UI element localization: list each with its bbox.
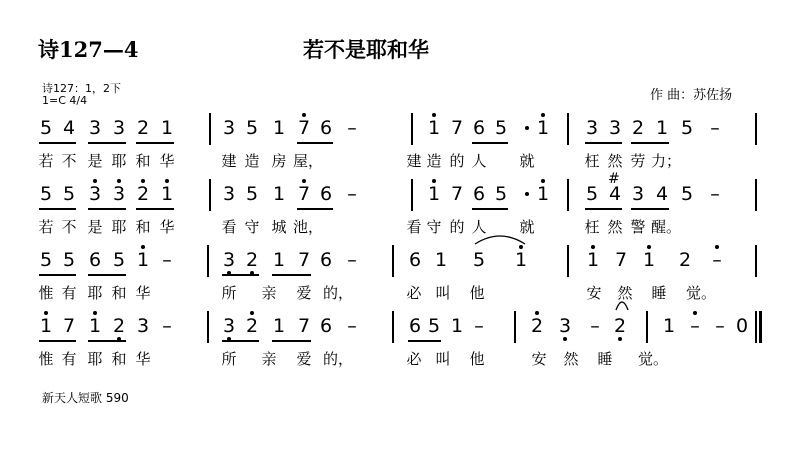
barline xyxy=(207,245,209,277)
barline xyxy=(411,179,413,211)
jianpu-note: 5 xyxy=(494,117,508,139)
lyric-syllable: 枉 xyxy=(584,218,600,236)
beam-underline xyxy=(88,208,126,210)
lyric-syllable: 所 xyxy=(221,284,237,302)
lyric-syllable: 耶 xyxy=(111,152,127,170)
jianpu-note: 1 xyxy=(640,249,658,271)
jianpu-note: 1 xyxy=(160,117,174,139)
jianpu-note: 0 xyxy=(735,315,749,337)
jianpu-note: 1 xyxy=(655,117,669,139)
sustain-dash: – xyxy=(474,315,484,337)
jianpu-note: 7 xyxy=(297,315,311,337)
lyric-syllable: 有 xyxy=(61,350,77,368)
beam-underline xyxy=(39,274,76,276)
lyric-syllable: 惟 xyxy=(38,350,54,368)
slur-arc xyxy=(474,231,526,245)
lyric-syllable: 警 xyxy=(630,218,646,236)
lyric-syllable: 耶 xyxy=(111,218,127,236)
lyric-syllable: 房 xyxy=(271,152,287,170)
jianpu-note: 7 xyxy=(295,117,313,139)
lyric-syllable: 觉。 xyxy=(638,350,669,368)
lyric-syllable: 守 xyxy=(244,218,260,236)
jianpu-note: 4 xyxy=(608,183,622,205)
barline xyxy=(392,245,394,277)
lyric-syllable: 劳 xyxy=(630,152,646,170)
key-signature: 1=C 4/4 xyxy=(42,94,88,107)
jianpu-note: 5 xyxy=(472,249,486,271)
sustain-dash: – xyxy=(162,315,172,337)
beam-underline xyxy=(222,274,259,276)
jianpu-note: 3 xyxy=(110,183,128,205)
jianpu-note: 6 xyxy=(472,117,486,139)
jianpu-note: 1 xyxy=(662,315,676,337)
barline xyxy=(646,311,648,343)
jianpu-note: 6 xyxy=(408,249,422,271)
barline xyxy=(514,311,516,343)
barline xyxy=(209,179,211,211)
lyric-syllable: 是 xyxy=(87,152,103,170)
jianpu-note: 2 xyxy=(243,315,261,337)
sustain-dash: – xyxy=(686,315,704,337)
jianpu-note: 6 xyxy=(88,249,102,271)
jianpu-note: 2 xyxy=(611,315,629,337)
sustain-dash: – xyxy=(162,249,172,271)
jianpu-note: 5 xyxy=(39,117,53,139)
jianpu-note: 2 xyxy=(528,315,546,337)
jianpu-note: 3 xyxy=(136,315,150,337)
jianpu-note: 1 xyxy=(158,183,176,205)
lyric-syllable: 叫 xyxy=(435,284,451,302)
beam-underline xyxy=(136,208,174,210)
barline xyxy=(567,179,569,211)
jianpu-note: 1 xyxy=(134,249,152,271)
sustain-dash: – xyxy=(715,315,725,337)
sustain-dash: – xyxy=(347,117,357,139)
lyric-syllable: 然 xyxy=(607,152,623,170)
lyric-syllable: 爱 xyxy=(296,284,312,302)
lyric-syllable: 池， xyxy=(293,218,324,236)
beam-underline xyxy=(88,340,126,342)
jianpu-note: 3 xyxy=(112,117,126,139)
jianpu-note: 1 xyxy=(425,117,443,139)
lyric-syllable: 然 xyxy=(617,284,633,302)
lyric-syllable: 他 xyxy=(469,284,485,302)
barline xyxy=(209,113,211,145)
lyric-syllable: 耶 xyxy=(87,350,103,368)
lyric-syllable: 看 xyxy=(406,218,422,236)
jianpu-note: 5 xyxy=(62,249,76,271)
lyric-syllable: 亲 xyxy=(261,284,277,302)
lyric-syllable: 不 xyxy=(61,152,77,170)
slur-arc xyxy=(615,297,629,311)
jianpu-note: 1 xyxy=(272,117,286,139)
lyric-syllable: 华 xyxy=(135,350,151,368)
lyric-syllable: 造 xyxy=(426,152,442,170)
beam-underline xyxy=(88,142,126,144)
beam-underline xyxy=(585,142,622,144)
jianpu-note: 1 xyxy=(37,315,55,337)
lyric-syllable: 他 xyxy=(469,350,485,368)
beam-underline xyxy=(39,208,76,210)
jianpu-note: 2 xyxy=(134,183,152,205)
jianpu-note: 5 xyxy=(245,117,259,139)
beam-underline xyxy=(472,142,508,144)
lyric-syllable: 华 xyxy=(159,152,175,170)
jianpu-note: 1 xyxy=(272,183,286,205)
barline xyxy=(755,311,757,343)
barline xyxy=(567,113,569,145)
lyric-syllable: 叫 xyxy=(435,350,451,368)
barline xyxy=(755,179,757,211)
lyric-syllable: 屋， xyxy=(293,152,324,170)
lyric-syllable: 枉 xyxy=(584,152,600,170)
jianpu-note: 1 xyxy=(425,183,443,205)
augmentation-dot xyxy=(525,126,529,130)
jianpu-note: 3 xyxy=(585,117,599,139)
lyric-syllable: 有 xyxy=(61,284,77,302)
lyric-syllable: 守 xyxy=(426,218,442,236)
beam-underline xyxy=(585,208,622,210)
lyric-syllable: 和 xyxy=(111,284,127,302)
jianpu-note: 5 xyxy=(680,183,694,205)
composer-credit: 作 曲：苏佐扬 xyxy=(650,88,733,103)
jianpu-note: 3 xyxy=(86,183,104,205)
jianpu-note: 7 xyxy=(614,249,628,271)
lyric-syllable: 然 xyxy=(563,350,579,368)
jianpu-note: 6 xyxy=(319,315,333,337)
lyric-syllable: 人 xyxy=(471,218,487,236)
beam-underline xyxy=(39,142,76,144)
jianpu-note: 1 xyxy=(534,183,552,205)
jianpu-note: 6 xyxy=(319,183,333,205)
jianpu-note: 2 xyxy=(136,117,150,139)
jianpu-note: 6 xyxy=(472,183,486,205)
jianpu-note: 7 xyxy=(62,315,76,337)
beam-underline xyxy=(272,340,311,342)
jianpu-note: 1 xyxy=(434,249,448,271)
jianpu-note: 2 xyxy=(631,117,645,139)
lyric-syllable: 是 xyxy=(87,218,103,236)
barline xyxy=(392,311,394,343)
jianpu-note: 5 xyxy=(62,183,76,205)
jianpu-note: 1 xyxy=(86,315,104,337)
lyric-syllable: 亲 xyxy=(261,350,277,368)
jianpu-note: 1 xyxy=(512,249,530,271)
sustain-dash: – xyxy=(590,315,600,337)
lyric-syllable: 华 xyxy=(135,284,151,302)
lyric-syllable: 必 xyxy=(406,350,422,368)
lyric-syllable: 的， xyxy=(323,350,354,368)
beam-underline xyxy=(272,274,311,276)
jianpu-note: 5 xyxy=(112,249,126,271)
lyric-syllable: 醒。 xyxy=(651,218,682,236)
beam-underline xyxy=(631,142,669,144)
sustain-dash: – xyxy=(708,249,726,271)
jianpu-note: 5 xyxy=(427,315,441,337)
jianpu-note: 7 xyxy=(450,117,464,139)
hymn-number: 诗127—4 xyxy=(38,37,139,62)
lyric-syllable: 看 xyxy=(221,218,237,236)
beam-underline xyxy=(408,340,441,342)
lyric-syllable: 爱 xyxy=(296,350,312,368)
lyric-syllable: 惟 xyxy=(38,284,54,302)
jianpu-note: 4 xyxy=(655,183,669,205)
jianpu-note: 1 xyxy=(534,117,552,139)
sustain-dash: – xyxy=(347,315,357,337)
jianpu-note: 3 xyxy=(222,183,236,205)
lyric-syllable: 就 xyxy=(519,218,535,236)
sharp-accidental: # xyxy=(608,171,620,187)
jianpu-note: 6 xyxy=(319,249,333,271)
lyric-syllable: 和 xyxy=(135,152,151,170)
lyric-syllable: 和 xyxy=(111,350,127,368)
jianpu-note: 3 xyxy=(631,183,645,205)
barline xyxy=(755,245,757,277)
lyric-syllable: 华 xyxy=(159,218,175,236)
jianpu-note: 5 xyxy=(680,117,694,139)
sustain-dash: – xyxy=(347,249,357,271)
beam-underline xyxy=(631,208,669,210)
jianpu-note: 5 xyxy=(494,183,508,205)
jianpu-note: 2 xyxy=(678,249,692,271)
lyric-syllable: 安 xyxy=(531,350,547,368)
song-title: 若不是耶和华 xyxy=(303,37,429,62)
jianpu-note: 1 xyxy=(450,315,464,337)
lyric-syllable: 的 xyxy=(449,152,465,170)
lyric-syllable: 然 xyxy=(607,218,623,236)
lyric-syllable: 造 xyxy=(244,152,260,170)
lyric-syllable: 耶 xyxy=(87,284,103,302)
beam-underline xyxy=(39,340,76,342)
jianpu-note: 3 xyxy=(608,117,622,139)
jianpu-note: 3 xyxy=(222,117,236,139)
beam-underline xyxy=(88,274,126,276)
barline xyxy=(567,245,569,277)
lyric-syllable: 睡 xyxy=(597,350,613,368)
sustain-dash: – xyxy=(710,183,720,205)
augmentation-dot xyxy=(525,192,529,196)
source-reference: 新天人短歌 590 xyxy=(42,391,129,405)
barline xyxy=(411,113,413,145)
beam-underline xyxy=(472,208,508,210)
jianpu-note: 3 xyxy=(220,315,238,337)
lyric-syllable: 城 xyxy=(271,218,287,236)
barline xyxy=(755,113,757,145)
jianpu-note: 5 xyxy=(585,183,599,205)
jianpu-note: 7 xyxy=(295,183,313,205)
lyric-syllable: 的 xyxy=(449,218,465,236)
jianpu-note: 4 xyxy=(62,117,76,139)
lyric-syllable: 人 xyxy=(471,152,487,170)
lyric-syllable: 觉。 xyxy=(686,284,717,302)
jianpu-note: 2 xyxy=(110,315,128,337)
jianpu-note: 5 xyxy=(245,183,259,205)
lyric-syllable: 若 xyxy=(38,152,54,170)
lyric-syllable: 就 xyxy=(519,152,535,170)
jianpu-note: 1 xyxy=(272,249,286,271)
lyric-syllable: 睡 xyxy=(651,284,667,302)
jianpu-note: 1 xyxy=(584,249,602,271)
sustain-dash: – xyxy=(710,117,720,139)
lyric-syllable: 若 xyxy=(38,218,54,236)
lyric-syllable: 必 xyxy=(406,284,422,302)
jianpu-note: 3 xyxy=(88,117,102,139)
barline xyxy=(207,311,209,343)
jianpu-note: 1 xyxy=(272,315,286,337)
jianpu-note: 5 xyxy=(39,183,53,205)
lyric-syllable: 和 xyxy=(135,218,151,236)
final-barline xyxy=(759,311,762,343)
jianpu-note: 7 xyxy=(297,249,311,271)
jianpu-note: 7 xyxy=(450,183,464,205)
jianpu-note: 3 xyxy=(220,249,238,271)
beam-underline xyxy=(297,208,333,210)
beam-underline xyxy=(136,142,174,144)
lyric-syllable: 建 xyxy=(406,152,422,170)
lyric-syllable: 不 xyxy=(61,218,77,236)
jianpu-note: 3 xyxy=(556,315,574,337)
jianpu-note: 6 xyxy=(319,117,333,139)
lyric-syllable: 安 xyxy=(586,284,602,302)
sustain-dash: – xyxy=(347,183,357,205)
jianpu-note: 5 xyxy=(39,249,53,271)
beam-underline xyxy=(297,142,333,144)
scripture-reference: 诗127：1，2下 xyxy=(42,82,121,95)
beam-underline xyxy=(222,340,259,342)
lyric-syllable: 所 xyxy=(221,350,237,368)
jianpu-note: 2 xyxy=(243,249,261,271)
lyric-syllable: 建 xyxy=(221,152,237,170)
lyric-syllable: 的， xyxy=(323,284,354,302)
jianpu-note: 6 xyxy=(408,315,422,337)
lyric-syllable: 力； xyxy=(651,152,682,170)
